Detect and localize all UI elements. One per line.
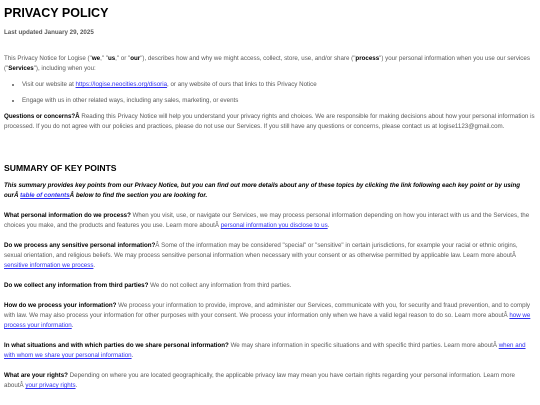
intro-text: ") your personal information when you use our services (" bbox=[4, 55, 530, 72]
intro-term-we: we bbox=[91, 55, 101, 62]
summary-lead bbox=[4, 181, 536, 201]
key-point-link[interactable]: personal information you disclose to us bbox=[220, 222, 328, 229]
key-point-link[interactable]: sensitive information we process bbox=[4, 262, 94, 269]
website-link[interactable]: https://logise.neocities.org/disoria bbox=[75, 81, 168, 88]
key-point-question: In what situations and with which parties do we share personal information? bbox=[4, 342, 229, 349]
key-point-link[interactable]: when and with whom we share your personal information bbox=[4, 342, 526, 359]
intro-term-our: our bbox=[130, 55, 141, 62]
key-point-third-parties bbox=[4, 281, 536, 291]
intro-bullet-list bbox=[4, 80, 536, 106]
bullet-engage: • Engage with us in other related ways, including any sales, marketing, or events bbox=[22, 96, 536, 106]
key-point-question: Do we collect any information from third parties? bbox=[4, 282, 149, 289]
intro-text: This Privacy Notice for Logise (" bbox=[4, 55, 92, 62]
summary-lead-text: Â below to find the section you are looking for. bbox=[69, 192, 208, 199]
key-point-link[interactable]: your privacy rights bbox=[25, 382, 76, 389]
key-point-text: Depending on where you are located geographically, the applicable privacy law may mean you have certain rights regarding your personal information. Learn more aboutÂ bbox=[4, 372, 515, 389]
key-point-personal-information bbox=[4, 211, 536, 231]
bullet-text: , or any website of ours that links to this Privacy Notice bbox=[167, 81, 317, 88]
intro-paragraph bbox=[4, 54, 536, 74]
summary-heading: SUMMARY OF KEY POINTS bbox=[4, 163, 117, 173]
bullet-text: Visit our website at bbox=[22, 81, 76, 88]
bullet-visit-website bbox=[22, 80, 536, 90]
questions-paragraph bbox=[4, 112, 536, 132]
key-point-text: Â Some of the information may be considered "special" or "sensitive" in certain jurisdictions, for example your racial or ethnic origins, sexual orientation, and religious beliefs. We may process sensitive personal information when necessary with your consent or as otherwise permitted by applicable law. Learn more aboutÂ bbox=[4, 242, 518, 259]
questions-text: Reading this Privacy Notice will help you understand your privacy rights and choices. We are responsible for making decisions about how your personal information is processed. If you do not agree with our policies and practices, please do not use our Services. If you still have any questions or concerns, please contact us at logise1123@gmail.com. bbox=[4, 113, 535, 130]
key-point-question: What personal information do we process? bbox=[4, 212, 131, 219]
key-point-question: How do we process your information? bbox=[4, 302, 117, 309]
intro-text: ," " bbox=[100, 55, 108, 62]
key-point-text: . bbox=[131, 352, 134, 359]
key-point-text: We do not collect any information from third parties. bbox=[148, 282, 292, 289]
key-point-sharing bbox=[4, 341, 536, 361]
key-point-rights bbox=[4, 371, 536, 391]
table-of-contents-link[interactable]: table of contents bbox=[20, 192, 70, 199]
key-point-text: We process your information to provide, improve, and administer our Services, communicate with you, for security and fraud prevention, and to comply with law. We may also process your information for other purposes with your consent. We process your information only when we have a valid legal reason to do so. Learn more aboutÂ bbox=[4, 302, 531, 319]
key-point-question: What are your rights? bbox=[4, 372, 68, 379]
key-point-question: Do we process any sensitive personal information? bbox=[4, 242, 156, 249]
intro-term-services: Services bbox=[8, 65, 34, 72]
questions-label: Questions or concerns?Â bbox=[4, 113, 82, 120]
intro-text: ," or " bbox=[115, 55, 131, 62]
last-updated-date: Last updated January 29, 2025 bbox=[4, 29, 94, 36]
key-point-text: We may share information in specific situations and with specific third parties. Learn more aboutÂ bbox=[228, 342, 499, 349]
key-point-text: . bbox=[327, 222, 330, 229]
key-point-text: . bbox=[93, 262, 96, 269]
summary-lead-text: This summary provides key points from our Privacy Notice, but you can find out more details about any of these topics by clicking the link following each key point or by using ourÂ bbox=[4, 182, 521, 199]
key-point-link[interactable]: how we process your information bbox=[4, 312, 531, 329]
intro-text: "), describes how and why we might access, collect, store, use, and/or share (" bbox=[140, 55, 356, 62]
key-point-text: When you visit, use, or navigate our Services, we may process personal information depending on how you interact with us and the Services, the choices you make, and the products and features you use. Learn more aboutÂ bbox=[4, 212, 530, 229]
page-title: PRIVACY POLICY bbox=[4, 6, 109, 20]
intro-term-us: us bbox=[107, 55, 116, 62]
intro-term-process: process bbox=[355, 55, 380, 62]
key-point-text: . bbox=[71, 322, 74, 329]
key-point-text: . bbox=[75, 382, 78, 389]
key-point-how-we-process bbox=[4, 301, 536, 331]
key-point-sensitive-information bbox=[4, 241, 536, 271]
intro-text: "), including when you: bbox=[33, 65, 96, 72]
